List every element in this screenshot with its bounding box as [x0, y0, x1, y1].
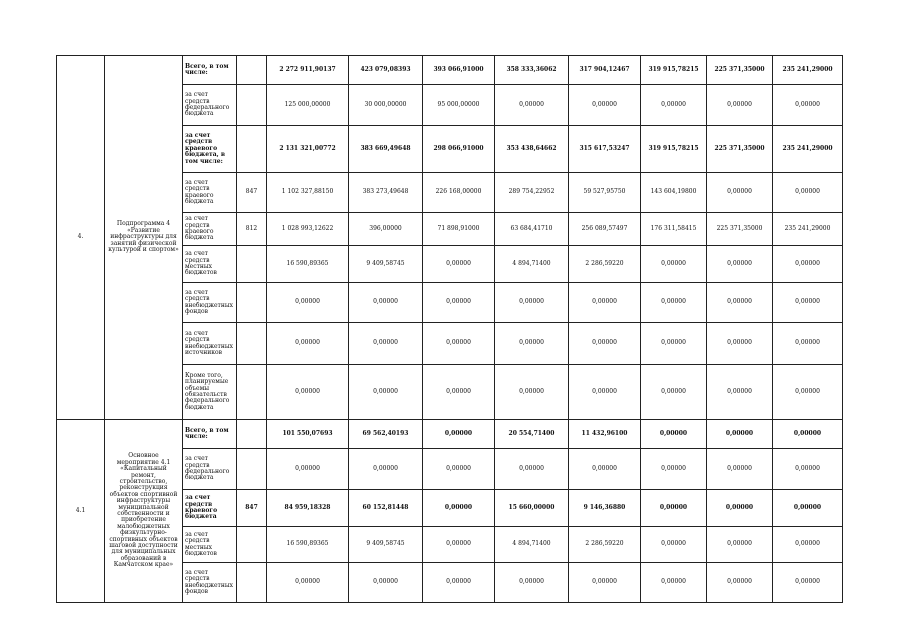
- year-value: 0,00000: [773, 173, 843, 213]
- kbk-code: 847: [237, 490, 267, 527]
- year-value: 383 273,49648: [349, 173, 423, 213]
- year-value: 0,00000: [707, 365, 773, 420]
- year-value: 0,00000: [773, 563, 843, 603]
- year-value: 63 684,41710: [495, 213, 569, 246]
- funding-source-label: за счет средств краевого бюджета: [183, 173, 237, 213]
- funding-source-label: за счет средств федерального бюджета: [183, 85, 237, 126]
- year-value: 235 241,29000: [773, 56, 843, 85]
- year-value: 298 066,91000: [423, 126, 495, 173]
- year-value: 0,00000: [495, 283, 569, 323]
- year-value: 71 898,91000: [423, 213, 495, 246]
- year-value: 0,00000: [773, 246, 843, 283]
- block-index: 4.: [57, 56, 105, 420]
- year-value: 0,00000: [423, 283, 495, 323]
- year-value: 0,00000: [641, 283, 707, 323]
- kbk-code: [237, 365, 267, 420]
- year-value: 20 554,71400: [495, 420, 569, 449]
- funding-source-label: за счет средств местных бюджетов: [183, 246, 237, 283]
- year-value: 9 146,36880: [569, 490, 641, 527]
- year-value: 11 432,96100: [569, 420, 641, 449]
- funding-source-label: за счет средств краевого бюджета: [183, 490, 237, 527]
- kbk-code: [237, 420, 267, 449]
- year-value: 0,00000: [773, 449, 843, 490]
- total-value: 1 102 327,88150: [267, 173, 349, 213]
- year-value: 0,00000: [423, 365, 495, 420]
- year-value: 0,00000: [641, 420, 707, 449]
- year-value: 319 915,78215: [641, 126, 707, 173]
- year-value: 317 904,12467: [569, 56, 641, 85]
- year-value: 0,00000: [641, 563, 707, 603]
- funding-source-label: за счет средств краевого бюджета, в том числе:: [183, 126, 237, 173]
- year-value: 0,00000: [641, 449, 707, 490]
- funding-source-label: за счет средств федерального бюджета: [183, 449, 237, 490]
- year-value: 0,00000: [707, 490, 773, 527]
- kbk-code: [237, 85, 267, 126]
- year-value: 0,00000: [495, 563, 569, 603]
- year-value: 0,00000: [569, 283, 641, 323]
- total-value: 0,00000: [267, 323, 349, 365]
- year-value: 0,00000: [423, 527, 495, 563]
- year-value: 0,00000: [495, 85, 569, 126]
- year-value: 353 438,64662: [495, 126, 569, 173]
- year-value: 0,00000: [707, 283, 773, 323]
- year-value: 225 371,35000: [707, 126, 773, 173]
- year-value: 2 286,59220: [569, 246, 641, 283]
- year-value: 289 754,22952: [495, 173, 569, 213]
- block-index: 4.1: [57, 420, 105, 603]
- total-value: 101 550,07693: [267, 420, 349, 449]
- funding-source-label: за счет средств местных бюджетов: [183, 527, 237, 563]
- year-value: 0,00000: [707, 85, 773, 126]
- year-value: 0,00000: [569, 449, 641, 490]
- year-value: 4 894,71400: [495, 246, 569, 283]
- year-value: 0,00000: [569, 323, 641, 365]
- year-value: 0,00000: [495, 365, 569, 420]
- year-value: 0,00000: [641, 85, 707, 126]
- year-value: 0,00000: [349, 365, 423, 420]
- year-value: 0,00000: [423, 563, 495, 603]
- year-value: 0,00000: [495, 323, 569, 365]
- funding-source-label: за счет средств внебюджетных фондов: [183, 283, 237, 323]
- year-value: 0,00000: [423, 246, 495, 283]
- year-value: 396,00000: [349, 213, 423, 246]
- year-value: 176 311,58415: [641, 213, 707, 246]
- year-value: 235 241,29000: [773, 213, 843, 246]
- year-value: 0,00000: [641, 246, 707, 283]
- year-value: 393 066,91000: [423, 56, 495, 85]
- total-value: 125 000,00000: [267, 85, 349, 126]
- year-value: 0,00000: [773, 283, 843, 323]
- total-value: 16 590,89365: [267, 246, 349, 283]
- year-value: 15 660,00000: [495, 490, 569, 527]
- total-value: 1 028 993,12622: [267, 213, 349, 246]
- year-value: 0,00000: [423, 449, 495, 490]
- kbk-code: [237, 56, 267, 85]
- year-value: 95 000,00000: [423, 85, 495, 126]
- year-value: 0,00000: [707, 323, 773, 365]
- block-name: Основное мероприятие 4.1 «Капитальный ремонт, строительство, реконструкция объектов спортивной инфраструктуры муниципальной собственности и приобретение малобюджетных физкультурно-спортивных объектов шаговой доступности для муниципальных образований в Камчатском крае»: [105, 420, 183, 603]
- year-value: 0,00000: [773, 490, 843, 527]
- year-value: 225 371,35000: [707, 56, 773, 85]
- year-value: 30 000,00000: [349, 85, 423, 126]
- kbk-code: [237, 323, 267, 365]
- year-value: 4 894,71400: [495, 527, 569, 563]
- year-value: 0,00000: [773, 420, 843, 449]
- year-value: 0,00000: [349, 283, 423, 323]
- year-value: 225 371,35000: [707, 213, 773, 246]
- year-value: 0,00000: [641, 527, 707, 563]
- year-value: 0,00000: [773, 365, 843, 420]
- year-value: 0,00000: [773, 527, 843, 563]
- total-value: 2 131 321,00772: [267, 126, 349, 173]
- funding-source-label: Всего, в том числе:: [183, 56, 237, 85]
- budget-table: [56, 55, 843, 603]
- year-value: 0,00000: [641, 365, 707, 420]
- funding-source-label: за счет средств внебюджетных источников: [183, 323, 237, 365]
- kbk-code: [237, 246, 267, 283]
- funding-source-label: за счет средств внебюджетных фондов: [183, 563, 237, 603]
- total-value: 16 590,89365: [267, 527, 349, 563]
- total-value: 84 959,18328: [267, 490, 349, 527]
- table-row: [57, 56, 843, 85]
- year-value: 383 669,49648: [349, 126, 423, 173]
- table-row: [57, 420, 843, 449]
- year-value: 0,00000: [423, 490, 495, 527]
- year-value: 0,00000: [569, 85, 641, 126]
- year-value: 358 333,36062: [495, 56, 569, 85]
- year-value: 60 152,81448: [349, 490, 423, 527]
- year-value: 423 079,08393: [349, 56, 423, 85]
- year-value: 0,00000: [707, 449, 773, 490]
- total-value: 0,00000: [267, 365, 349, 420]
- year-value: 59 527,95750: [569, 173, 641, 213]
- year-value: 0,00000: [707, 527, 773, 563]
- year-value: 0,00000: [707, 173, 773, 213]
- year-value: 0,00000: [423, 420, 495, 449]
- year-value: 0,00000: [773, 85, 843, 126]
- year-value: 0,00000: [349, 449, 423, 490]
- kbk-code: [237, 126, 267, 173]
- kbk-code: [237, 449, 267, 490]
- total-value: 0,00000: [267, 449, 349, 490]
- year-value: 226 168,00000: [423, 173, 495, 213]
- kbk-code: [237, 283, 267, 323]
- year-value: 0,00000: [349, 563, 423, 603]
- total-value: 2 272 911,90137: [267, 56, 349, 85]
- year-value: 319 915,78215: [641, 56, 707, 85]
- kbk-code: 812: [237, 213, 267, 246]
- year-value: 0,00000: [569, 563, 641, 603]
- year-value: 9 409,58745: [349, 246, 423, 283]
- year-value: 2 286,59220: [569, 527, 641, 563]
- year-value: 235 241,29000: [773, 126, 843, 173]
- year-value: 0,00000: [707, 420, 773, 449]
- year-value: 143 604,19800: [641, 173, 707, 213]
- kbk-code: [237, 563, 267, 603]
- year-value: 256 089,57497: [569, 213, 641, 246]
- kbk-code: [237, 527, 267, 563]
- funding-source-label: Всего, в том числе:: [183, 420, 237, 449]
- total-value: 0,00000: [267, 283, 349, 323]
- kbk-code: 847: [237, 173, 267, 213]
- year-value: 315 617,53247: [569, 126, 641, 173]
- funding-source-label: за счет средств краевого бюджета: [183, 213, 237, 246]
- block-name: Подпрограмма 4 «Развитие инфраструктуры для занятий физической культурой и спортом»: [105, 56, 183, 420]
- funding-source-label: Кроме того, планируемые объемы обязательств федерального бюджета: [183, 365, 237, 420]
- year-value: 0,00000: [707, 563, 773, 603]
- year-value: 0,00000: [349, 323, 423, 365]
- year-value: 0,00000: [773, 323, 843, 365]
- year-value: 0,00000: [641, 323, 707, 365]
- year-value: 69 562,40193: [349, 420, 423, 449]
- year-value: 9 409,58745: [349, 527, 423, 563]
- year-value: 0,00000: [569, 365, 641, 420]
- year-value: 0,00000: [423, 323, 495, 365]
- total-value: 0,00000: [267, 563, 349, 603]
- year-value: 0,00000: [641, 490, 707, 527]
- year-value: 0,00000: [707, 246, 773, 283]
- year-value: 0,00000: [495, 449, 569, 490]
